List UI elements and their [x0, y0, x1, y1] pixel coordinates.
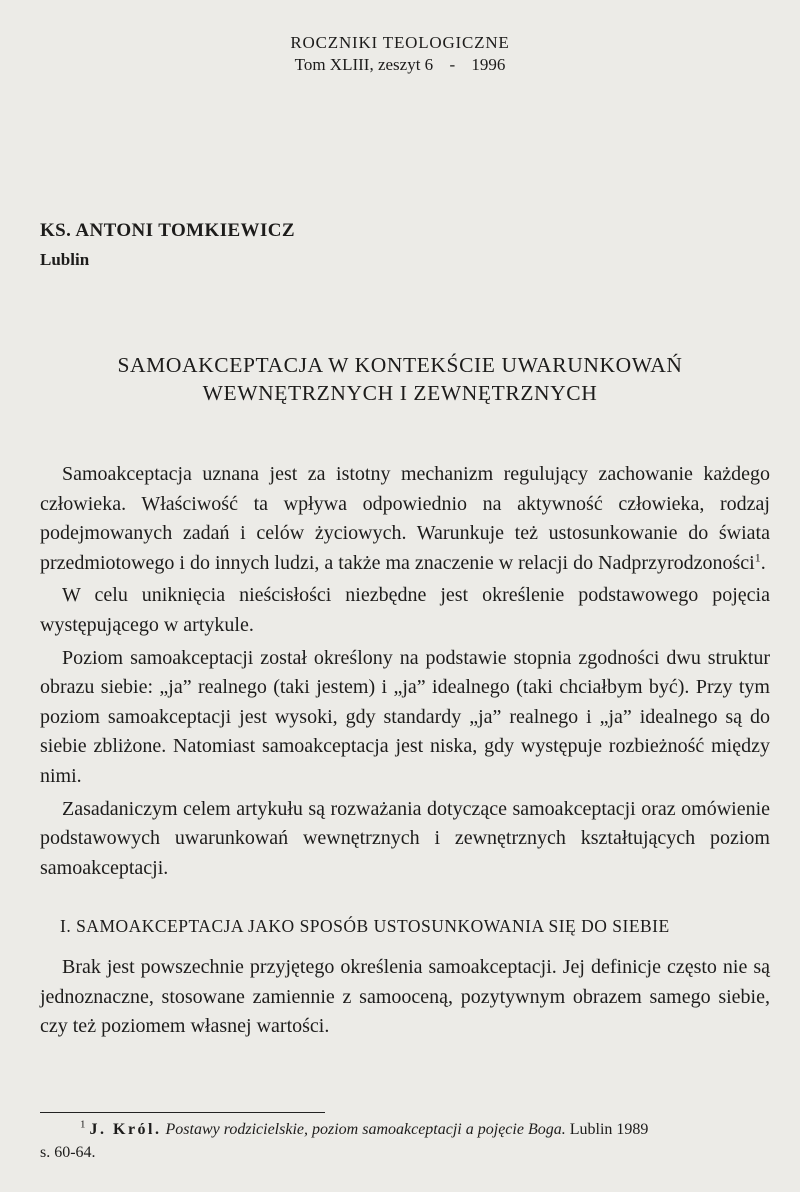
- journal-volume: Tom XLIII, zeszyt 6: [294, 55, 434, 74]
- footnote: [40, 1118, 780, 1164]
- paragraph: Samoakceptacja uznana jest za istotny mechanizm regulujący zachowanie każdego człowieka. Właściwość ta wpływa odpowiednio na aktywność człowieka, rodzaj podejmowanych zadań i celów życiowych. Warunkuje też ustosunkowanie do świata przedmiotowego i do innych ludzi, a także ma znaczenie w relacji do Nadprzyrodzoności$^1$.: [40, 463, 770, 574]
- issue-separator: -: [449, 55, 456, 74]
- paragraph-text: Samoakceptacja uznana jest za istotny mechanizm regulujący zachowanie każdego człowieka. Właściwość ta wpływa odpowiednio na aktywność człowieka, rodzaj podejmowanych zadań i celów życiowych. Warunkuje też ustosunkowanie do świata przedmiotowego i do innych ludzi, a także ma znaczenie w relacji do Nadprzyrodzoności: [40, 463, 770, 574]
- footnote-pages: s. 60-64.: [40, 1144, 96, 1161]
- article-title: [40, 351, 760, 407]
- author-place: Lublin: [40, 250, 90, 269]
- journal-year: 1996: [471, 55, 506, 74]
- footnote-line: [40, 1118, 780, 1141]
- footnote-divider: [40, 1112, 325, 1113]
- title-line-1: SAMOAKCEPTACJA W KONTEKŚCIE UWARUNKOWAŃ: [117, 353, 683, 377]
- journal-name: ROCZNIKI TEOLOGICZNE: [290, 33, 510, 52]
- footnote-ref: 1: [754, 550, 761, 565]
- journal-issue: [0, 54, 800, 76]
- section-heading: I. SAMOAKCEPTACJA JAKO SPOSÓB USTOSUNKOWANIA SIĘ DO SIEBIE: [60, 916, 670, 936]
- footnote-place-year: Lublin 1989: [569, 1121, 649, 1138]
- footnote-author: J. Król.: [89, 1121, 162, 1138]
- paragraph: Brak jest powszechnie przyjętego określenia samoakceptacji. Jej definicje często nie są jednoznaczne, stosowane zamiennie z samooceną, pozytywnym obrazem samego siebie, czy też poziomem własnej wartości.: [40, 956, 770, 1038]
- title-line-2: WEWNĘTRZNYCH I ZEWNĘTRZNYCH: [202, 381, 598, 405]
- author-name: KS. ANTONI TOMKIEWICZ: [40, 220, 295, 241]
- journal-header: [0, 32, 800, 76]
- article-body: [40, 460, 770, 886]
- paragraph: W celu uniknięcia nieścisłości niezbędne jest określenie podstawowego pojęcia występującego w artykule.: [40, 584, 770, 636]
- paragraph: Poziom samoakceptacji został określony na podstawie stopnia zgodności dwu struktur obrazu siebie: „ja” realnego (taki jestem) i „ja” idealnego (taki chciałbym być). Przy tym poziom samoakceptacji jest wysoki, gdy standardy „ja” realnego i „ja” idealnego są do siebie zbliżone. Natomiast samoakceptacja jest niska, gdy występuje rozbieżność między nimi.: [40, 646, 770, 787]
- paragraph: Zasadaniczym celem artykułu są rozważania dotyczące samoakceptacji oraz omówienie podstawowych uwarunkowań wewnętrznych i zewnętrznych kształtujących poziom samoakceptacji.: [40, 797, 770, 879]
- section-body: [40, 953, 770, 1042]
- footnote-number: 1: [80, 1118, 86, 1131]
- footnote-title: Postawy rodzicielskie, poziom samoakceptacji a pojęcie Boga.: [165, 1121, 566, 1138]
